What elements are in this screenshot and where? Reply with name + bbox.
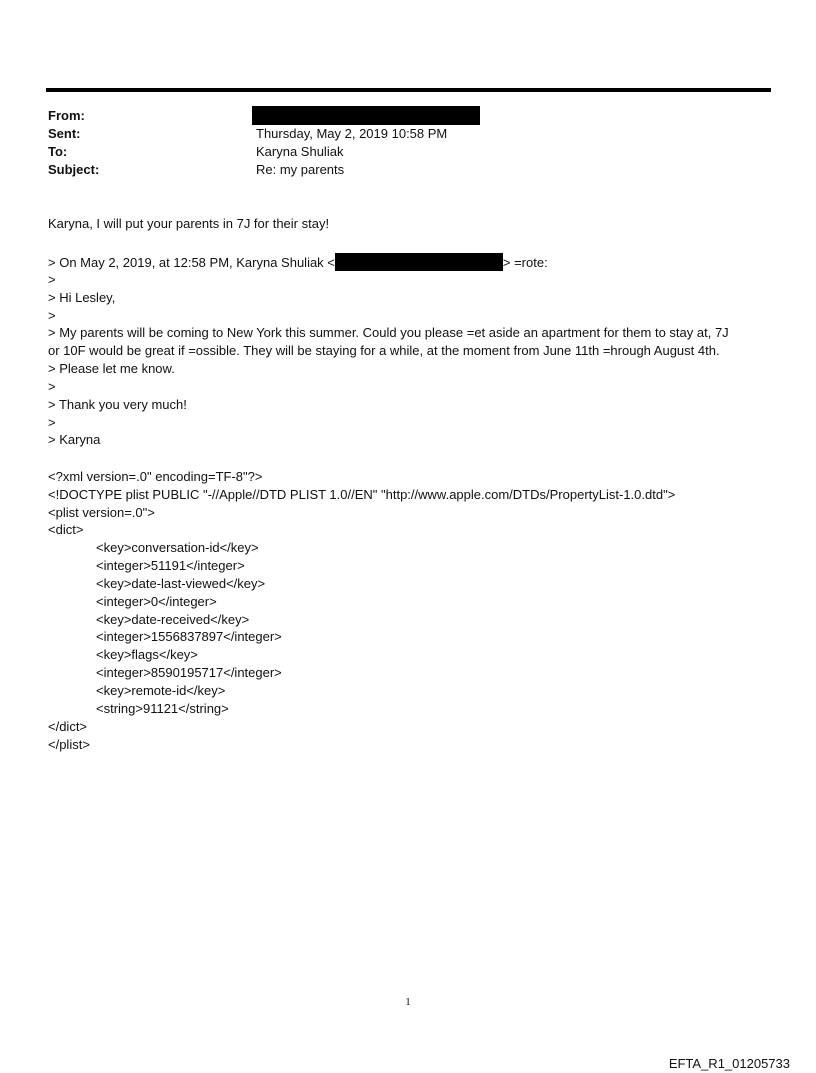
sent-value: Thursday, May 2, 2019 10:58 PM — [256, 126, 448, 141]
quoted-line: > Thank you very much! — [48, 397, 187, 412]
xml-declaration: <?xml version=.0" encoding=TF-8"?> — [48, 469, 263, 484]
page-number: 1 — [405, 996, 411, 1008]
plist-entry: <integer>8590195717</integer> — [96, 665, 282, 680]
quoted-line: > Hi Lesley, — [48, 290, 116, 305]
top-rule — [46, 88, 771, 92]
bates-number: EFTA_R1_01205733 — [668, 1056, 790, 1071]
plist-entry: <key>date-received</key> — [96, 612, 250, 627]
to-value: Karyna Shuliak — [256, 144, 344, 159]
plist-entry: <key>remote-id</key> — [96, 683, 226, 698]
plist-open: <plist version=.0"> — [48, 505, 155, 520]
plist-entry: <integer>51191</integer> — [96, 558, 245, 573]
plist-close: </plist> — [48, 737, 90, 752]
doctype-line: <!DOCTYPE plist PUBLIC "-//Apple//DTD PLIST 1.0//EN" "http://www.apple.com/DTDs/PropertyList-1.0.dtd"> — [48, 487, 676, 502]
plist-entry: <key>flags</key> — [96, 647, 198, 662]
quoted-line: > — [48, 272, 56, 287]
quote-intro-before: > On May 2, 2019, at 12:58 PM, Karyna Shuliak < — [48, 255, 335, 270]
quoted-line: > — [48, 415, 56, 430]
plist-entry: <integer>1556837897</integer> — [96, 629, 282, 644]
quoted-line: > My parents will be coming to New York this summer. Could you please =et aside an apartment for them to stay at, 7J — [48, 325, 729, 340]
plist-entry: <key>date-last-viewed</key> — [96, 576, 266, 591]
dict-open: <dict> — [48, 522, 84, 537]
quote-intro — [48, 253, 548, 272]
dict-close: </dict> — [48, 719, 88, 734]
sent-label: Sent: — [48, 126, 81, 141]
quoted-line: or 10F would be great if =ossible. They will be staying for a while, at the moment from June 11th =hrough August 4th. — [48, 343, 720, 358]
reply-text: Karyna, I will put your parents in 7J for their stay! — [48, 216, 330, 231]
quoted-line: > Please let me know. — [48, 361, 175, 376]
to-label: To: — [48, 144, 68, 159]
redacted-email — [335, 253, 503, 271]
plist-entry: <string>91121</string> — [96, 701, 229, 716]
plist-entry: <integer>0</integer> — [96, 594, 217, 609]
quoted-line: > Karyna — [48, 432, 101, 447]
quote-intro-after: > =rote: — [502, 255, 548, 270]
redacted-sender — [252, 106, 480, 125]
from-label: From: — [48, 108, 85, 123]
quoted-line: > — [48, 308, 56, 323]
quoted-line: > — [48, 379, 56, 394]
subject-label: Subject: — [48, 162, 100, 177]
plist-entry: <key>conversation-id</key> — [96, 540, 259, 555]
subject-value: Re: my parents — [256, 162, 345, 177]
